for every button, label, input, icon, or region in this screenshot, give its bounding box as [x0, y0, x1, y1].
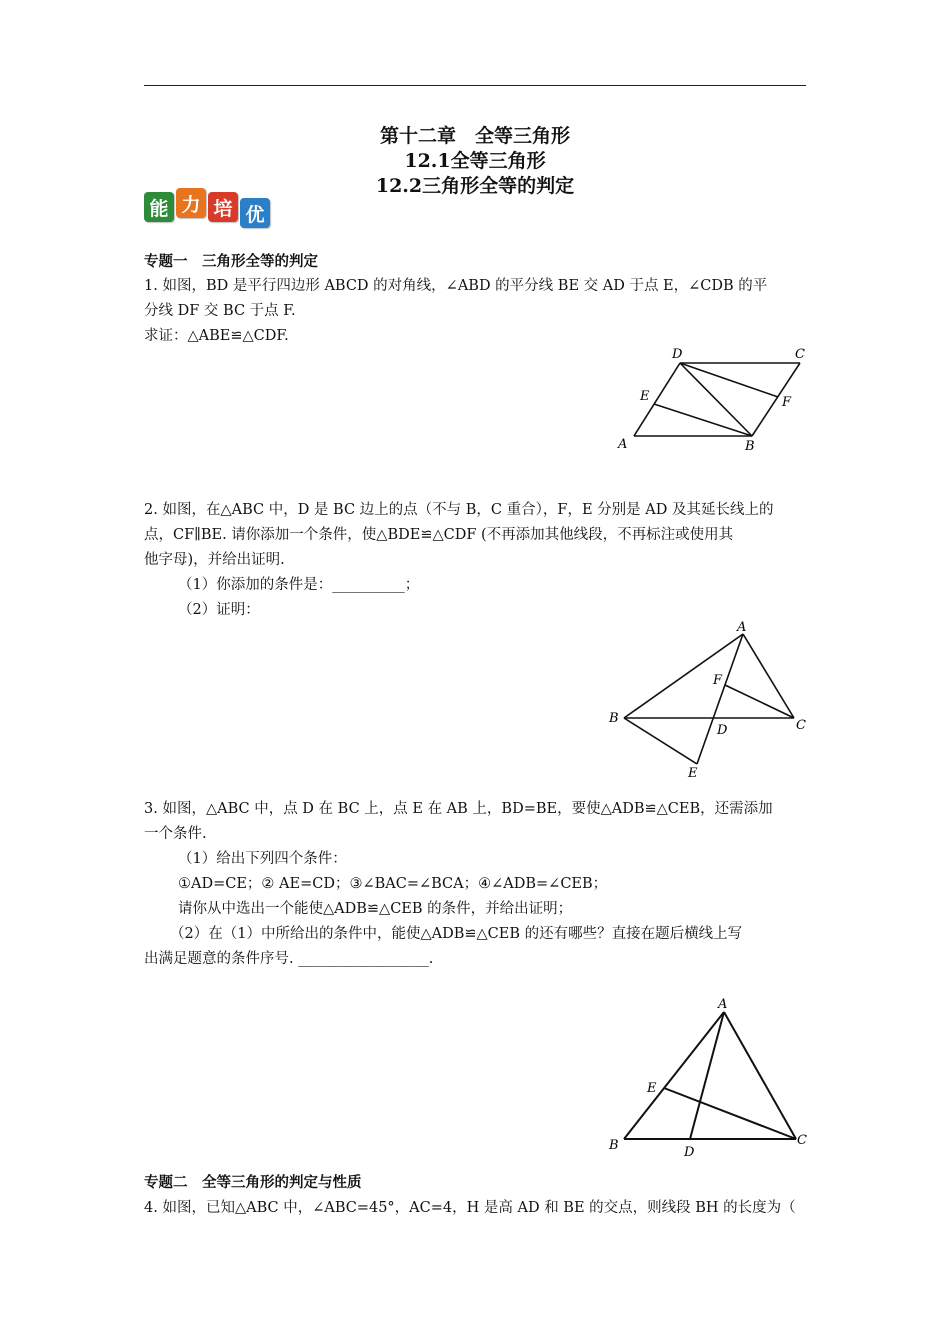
badge-tile-3: 培 — [208, 192, 238, 222]
q1-line1: 1. 如图，BD 是平行四边形 ABCD 的对角线，∠ABD 的平分线 BE 交 AD 于点 E，∠CDB 的平 — [144, 278, 768, 294]
q3-figure-svg — [606, 992, 811, 1162]
q3-side-ac — [724, 1012, 796, 1139]
q2-figure-svg — [604, 618, 814, 783]
ability-badge — [144, 192, 272, 228]
q3-label-a: A — [718, 997, 728, 1012]
chapter-title: 第十二章 全等三角形 — [379, 125, 570, 147]
section-title-2: 12.2三角形全等的判定 — [375, 175, 575, 197]
q3-label-d: D — [684, 1145, 695, 1160]
q2-label-a: A — [737, 620, 747, 635]
q2-part1: （1）你添加的条件是：__________； — [178, 577, 420, 593]
q2-line1: 2. 如图，在△ABC 中，D 是 BC 边上的点（不与 B，C 重合），F，E 分别是 AD 及其延长线上的 — [144, 502, 774, 518]
q2-line2: 点，CF∥BE. 请你添加一个条件，使△BDE≌△CDF (不再添加其他线段，不再标注或使用其 — [144, 527, 734, 543]
q1-label-e: E — [640, 389, 650, 404]
topic1-heading: 专题一 三角形全等的判定 — [144, 253, 318, 270]
q2-segment-ae — [697, 634, 743, 764]
q2-side-ab — [624, 634, 743, 718]
q2-label-b: B — [609, 711, 619, 726]
section-title-1: 12.1全等三角形 — [404, 150, 546, 172]
q3-line2: 一个条件. — [144, 826, 207, 842]
q2-line3: 他字母)，并给出证明. — [144, 552, 285, 568]
q3-part1: （1）给出下列四个条件： — [178, 851, 347, 867]
q1-figure-svg — [612, 342, 812, 457]
q2-triangle-figure — [604, 618, 814, 787]
q3-conditions: ①AD=CE；② AE=CD；③∠BAC=∠BCA；④∠ADB=∠CEB； — [178, 876, 608, 892]
q1-label-b: B — [745, 439, 755, 454]
q3-side-ab — [624, 1012, 724, 1139]
q3-label-e: E — [647, 1081, 657, 1096]
q1-label-a: A — [618, 437, 628, 452]
q4-line1: 4. 如图，已知△ABC 中，∠ABC=45°，AC=4，H 是高 AD 和 BE 的交点，则线段 BH 的长度为（ — [144, 1200, 796, 1216]
badge-tile-1: 能 — [144, 192, 174, 222]
q3-part2-line1: （2）在（1）中所给出的条件中，能使△ADB≌△CEB 的还有哪些？直接在题后横线上写 — [170, 926, 743, 942]
q1-label-c: C — [795, 347, 805, 362]
q1-line3: 求证：△ABE≌△CDF. — [144, 328, 289, 344]
q1-label-f: F — [782, 395, 792, 410]
q3-triangle-figure — [606, 992, 811, 1166]
q1-parallelogram-figure — [612, 342, 812, 461]
q2-segment-be — [624, 718, 697, 764]
q1-side-cb — [752, 363, 800, 436]
topic2-heading: 专题二 全等三角形的判定与性质 — [144, 1174, 362, 1191]
q2-part2: （2）证明： — [178, 602, 260, 618]
q3-segment-ad — [690, 1012, 724, 1139]
q3-label-c: C — [797, 1133, 807, 1148]
header-rule — [144, 85, 806, 86]
q3-instruction: 请你从中选出一个能使△ADB≌△CEB 的条件，并给出证明； — [178, 901, 573, 917]
q2-label-e: E — [688, 766, 698, 781]
q3-label-b: B — [609, 1138, 619, 1153]
q2-label-f: F — [713, 673, 723, 688]
q1-line2: 分线 DF 交 BC 于点 F. — [144, 303, 296, 319]
q3-segment-ce — [664, 1088, 796, 1139]
q1-label-d: D — [672, 347, 683, 362]
q3-part2-line2: 出满足题意的条件序号. __________________. — [144, 951, 434, 967]
q2-label-c: C — [796, 718, 806, 733]
q2-label-d: D — [717, 723, 728, 738]
q3-line1: 3. 如图，△ABC 中，点 D 在 BC 上，点 E 在 AB 上，BD=BE，要使△ADB≌△CEB，还需添加 — [144, 801, 773, 817]
badge-tile-2: 力 — [176, 188, 206, 218]
q1-segment-df — [680, 363, 778, 397]
badge-tile-4: 优 — [240, 198, 270, 228]
